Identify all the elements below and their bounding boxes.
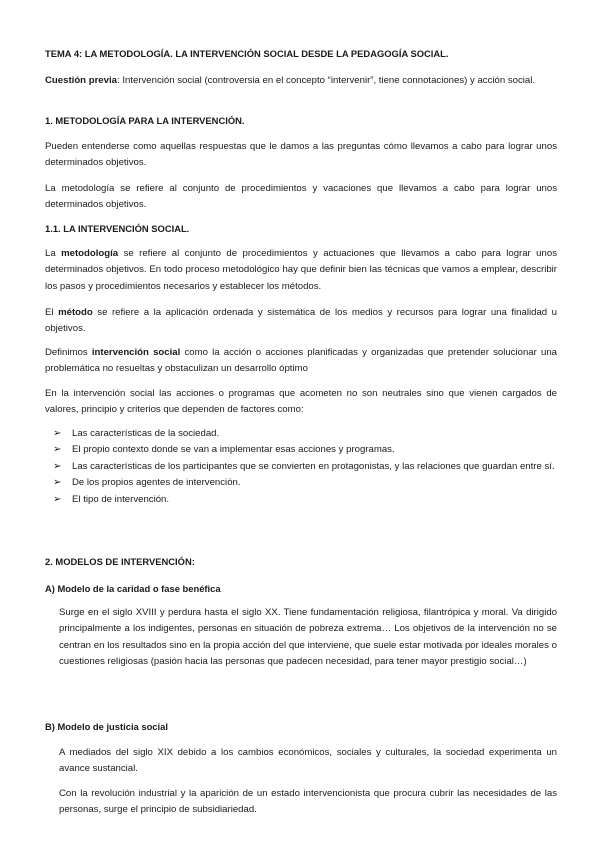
list-item-text: El tipo de intervención. — [72, 493, 170, 505]
section-1-paragraph-1: Pueden entenderse como aquellas respuestas que le damos a las preguntas cómo llevamos a cabo para lograr unos determinados objetivos. — [45, 141, 557, 169]
list-item — [53, 442, 557, 458]
term-metodo: método — [58, 307, 93, 318]
methodology-paragraph — [45, 246, 557, 295]
list-item — [53, 459, 557, 475]
factors-intro-paragraph: En la intervención social las acciones o programas que acometen no son neutrales sino que vienen cargados de valores, principio y criterios que dependen de factores como: — [45, 388, 557, 416]
model-b-heading: B) Modelo de justicia social — [45, 721, 168, 732]
list-item-text: Las características de la sociedad. — [72, 428, 220, 439]
list-item — [53, 492, 557, 508]
previous-question-label: Cuestión previa — [45, 75, 117, 86]
text-run: se refiere al conjunto de procedimientos y actuaciones que llevamos a cabo para lograr unos determinados objetivos. En todo proceso metodológico hay que definir bien las técnicas que vamos a emplear, describir los pasos y procedimientos necesarios y establecer los métodos. — [45, 248, 557, 292]
arrow-bullet-icon: ➢ — [53, 428, 62, 439]
section-1-paragraph-2: La metodología se refiere al conjunto de procedimientos y vacaciones que llevamos a cabo para lograr unos determinados objetivos. — [45, 183, 557, 211]
term-intervencion-social: intervención social — [91, 347, 181, 358]
section-1-1-heading: 1.1. LA INTERVENCIÓN SOCIAL. — [45, 223, 190, 234]
term-metodologia: metodología — [61, 248, 119, 259]
text-run: se refiere a la aplicación ordenada y sistemática de los medios y recursos para lograr una finalidad u objetivos. — [45, 307, 557, 335]
list-item — [53, 426, 557, 442]
model-b-paragraph-2: Con la revolución industrial y la aparición de un estado intervencionista que procura cubrir las necesidades de las personas, surge el principio de subsidiariedad. — [59, 788, 557, 816]
section-2-heading: 2. MODELOS DE INTERVENCIÓN: — [45, 556, 195, 567]
list-item-text: El propio contexto donde se van a implementar esas acciones y programas. — [72, 444, 395, 456]
factors-list — [53, 426, 557, 508]
document-title: TEMA 4: LA METODOLOGÍA. LA INTERVENCIÓN SOCIAL DESDE LA PEDAGOGÍA SOCIAL. — [45, 48, 449, 59]
arrow-bullet-icon: ➢ — [53, 493, 62, 505]
model-a-heading: A) Modelo de la caridad o fase benéfica — [45, 583, 221, 594]
arrow-bullet-icon: ➢ — [53, 477, 62, 489]
model-b-paragraph-1: A mediados del siglo XIX debido a los cambios económicos, sociales y culturales, la sociedad experimenta un avance sustancial. — [59, 747, 557, 775]
model-a-paragraph: Surge en el siglo XVIII y perdura hasta el siglo XX. Tiene fundamentación religiosa, filantrópica y moral. Va dirigido principalmente a los indigentes, personas en situación de pobreza extrema… Los objetivos de la intervención no se centran en los resultados sino en la propia acción del que interviene, que suele estar motivada por ideales morales o cuestiones religiosas (pasión hacia las personas que padecen necesidad, para tener mayor prestigio social…) — [59, 607, 557, 668]
text-run: El — [45, 307, 59, 318]
list-item-text: Las características de los participantes que se convierten en protagonistas, y las relaciones que guardan entre sí. — [72, 460, 555, 472]
previous-question-text: : Intervención social (controversia en el concepto “intervenir”, tiene connotaciones) y acción social. — [116, 75, 536, 86]
list-item — [53, 475, 557, 491]
text-run: Definimos — [45, 347, 92, 358]
text-run: La — [45, 248, 62, 259]
arrow-bullet-icon: ➢ — [53, 444, 62, 456]
arrow-bullet-icon: ➢ — [53, 460, 62, 472]
social-intervention-definition — [45, 345, 557, 378]
list-item-text: De los propios agentes de intervención. — [72, 477, 241, 489]
previous-question-paragraph — [45, 73, 557, 89]
method-paragraph — [45, 305, 557, 338]
text-run: como la acción o acciones planificadas y organizadas que pretender solucionar una problemática no resueltas y obstaculizan un desarrollo óptimo — [45, 347, 558, 375]
section-1-heading: 1. METODOLOGÍA PARA LA INTERVENCIÓN. — [45, 115, 245, 126]
